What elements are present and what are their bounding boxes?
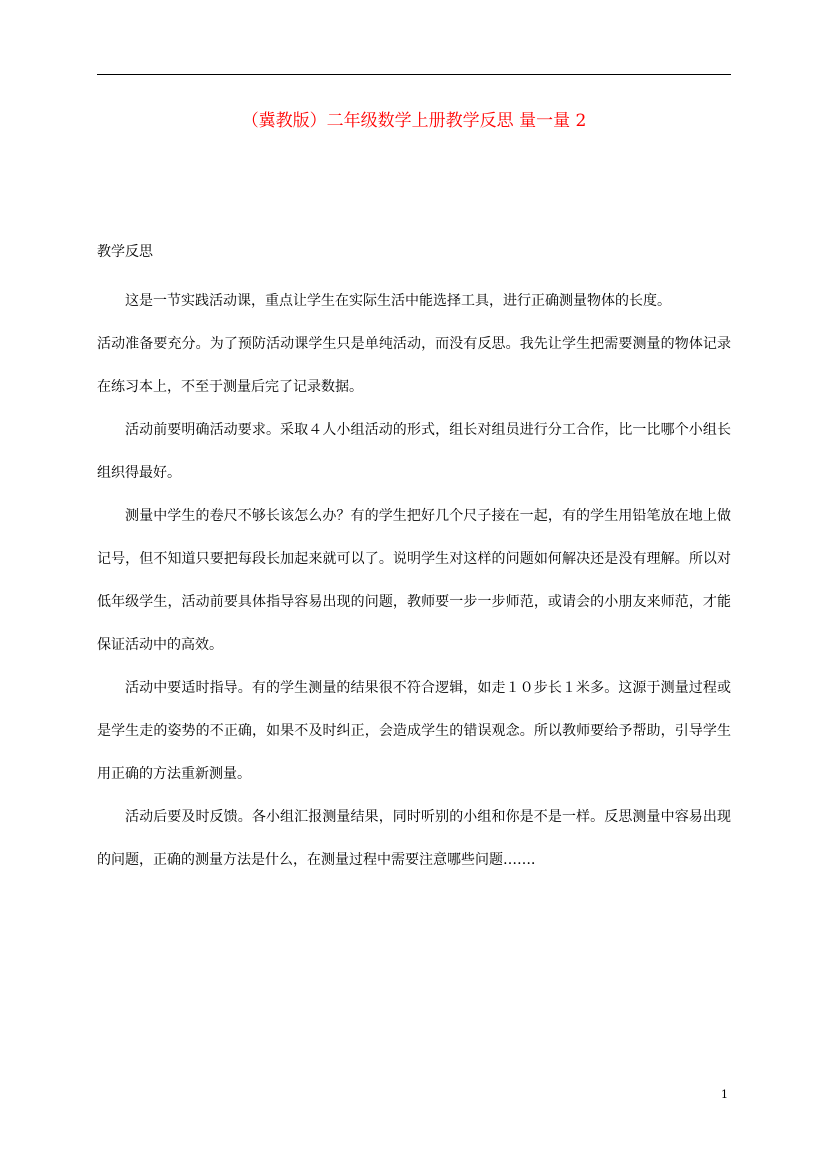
section-heading: 教学反思 [97, 244, 153, 260]
paragraph: 这是一节实践活动课，重点让学生在实际生活中能选择工具，进行正确测量物体的长度。 [125, 293, 671, 309]
document-title: （冀教版）二年级数学上册教学反思 量一量 2 [241, 111, 587, 131]
paragraph: 活动中要适时指导。有的学生测量的结果很不符合逻辑，如走１０步长１米多。这源于测量过程或是学生走的姿势的不正确，如果不及时纠正，会造成学生的错误观念。所以教师要给予帮助，引导学生用正确的方法重新测量。 [97, 680, 731, 782]
paragraph: 活动后要及时反馈。各小组汇报测量结果，同时听别的小组和你是不是一样。反思测量中容易出现的问题，正确的测量方法是什么，在测量过程中需要注意哪些问题……． [97, 809, 731, 868]
paragraph: 活动准备要充分。为了预防活动课学生只是单纯活动，而没有反思。我先让学生把需要测量的物体记录在练习本上，不至于测量后完了记录数据。 [97, 336, 731, 395]
paragraph: 活动前要明确活动要求。采取４人小组活动的形式，组长对组员进行分工合作，比一比哪个小组长组织得最好。 [97, 422, 731, 481]
body-text [97, 280, 731, 882]
paragraph: 测量中学生的卷尺不够长该怎么办？有的学生把好几个尺子接在一起，有的学生用铅笔放在地上做记号，但不知道只要把每段长加起来就可以了。说明学生对这样的问题如何解决还是没有理解。所以对低年级学生，活动前要具体指导容易出现的问题，教师要一步一步师范，或请会的小朋友来师范，才能保证活动中的高效。 [97, 508, 731, 653]
page-number: 1 [721, 1088, 728, 1101]
header-rule [97, 74, 731, 75]
